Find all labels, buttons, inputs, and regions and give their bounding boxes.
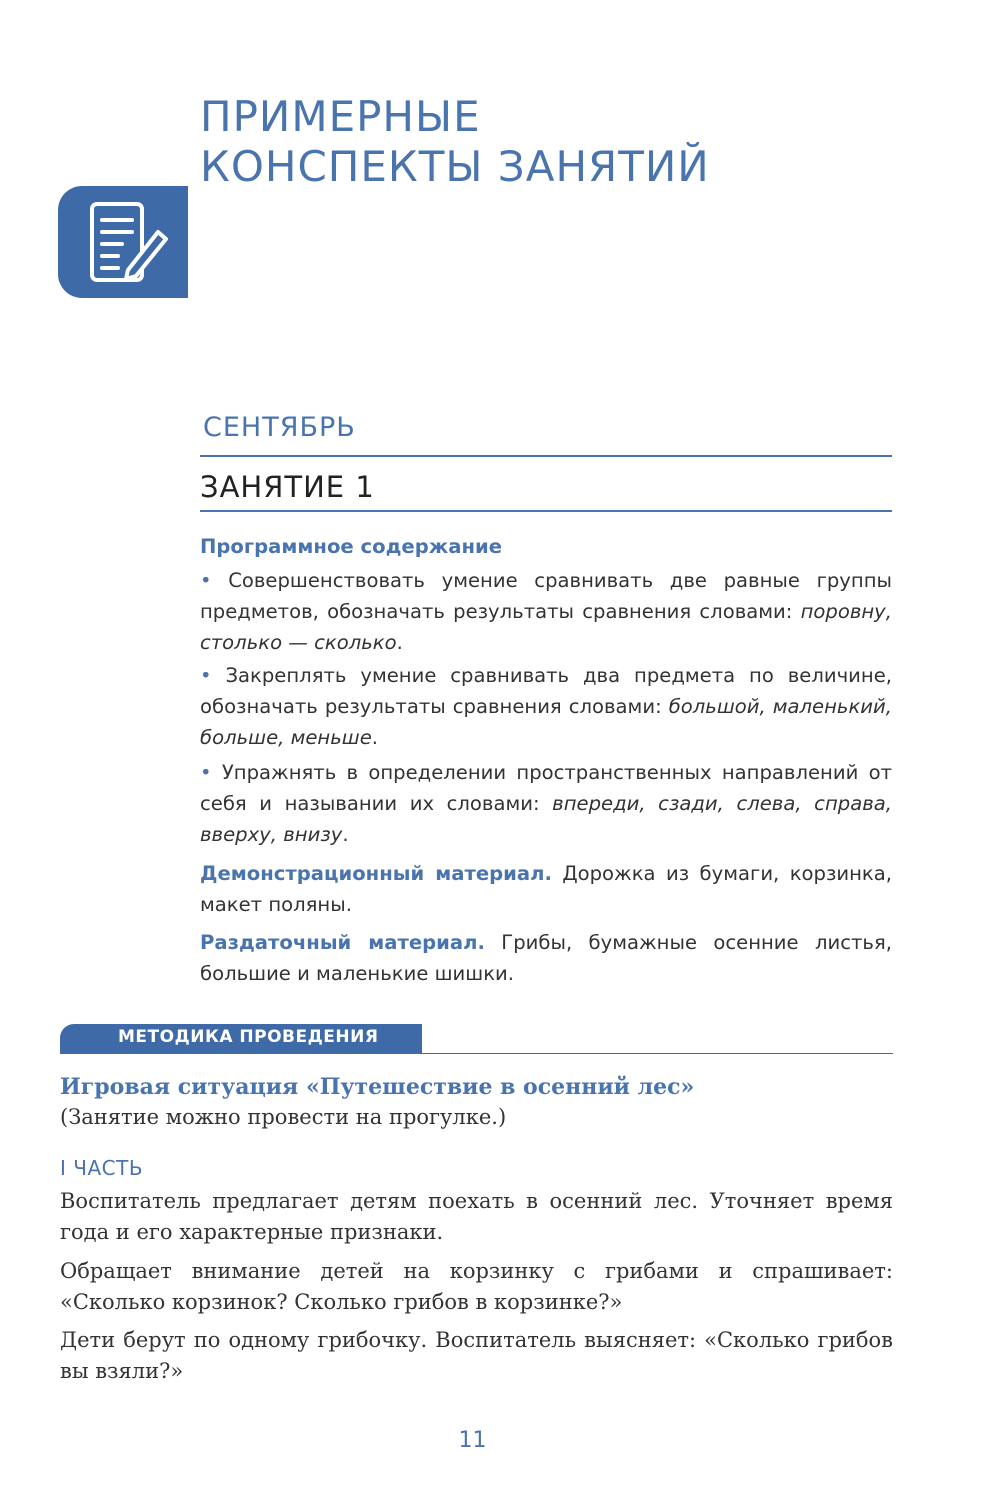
paragraph-1 (60, 1186, 893, 1248)
program-item-3 (200, 757, 892, 850)
paragraph-3 (60, 1325, 893, 1387)
program-item-2-text: Закреплять умение сравнивать два предмета по величине, обозначать результаты сравнения словами: (200, 664, 892, 718)
program-item-1 (200, 565, 892, 658)
handout-materials-text: Грибы, бумажные осенние листья, большие и маленькие шишки. (200, 931, 892, 985)
program-item-1-end: . (396, 631, 403, 654)
paragraph-2 (60, 1256, 893, 1318)
bullet-icon: • (200, 569, 212, 592)
lesson-divider (200, 510, 892, 512)
game-title: Игровая ситуация «Путешествие в осенний лес» (60, 1074, 695, 1100)
document-pencil-icon (58, 186, 188, 298)
program-item-1-text: Совершенствовать умение сравнивать две равные группы предметов, обозначать результаты сравнения словами: (200, 569, 892, 623)
program-heading: Программное содержание (200, 535, 503, 558)
demo-materials-label: Демонстрационный материал. (200, 862, 552, 885)
demo-materials (200, 858, 892, 920)
chapter-title (200, 92, 900, 192)
page-number: 11 (458, 1428, 487, 1453)
program-item-2 (200, 660, 892, 753)
program-item-3-terms: впереди, сзади, слева, справа, вверху, внизу (200, 792, 892, 846)
handout-materials (200, 927, 892, 989)
game-note: (Занятие можно провести на прогулке.) (60, 1105, 507, 1129)
paragraph-2-text: Обращает внимание детей на корзинку с грибами и спрашивает: «Сколько корзинок? Сколько грибов в корзинке?» (60, 1259, 893, 1314)
part-label: I ЧАСТЬ (60, 1156, 144, 1180)
bullet-icon: • (200, 761, 212, 784)
paragraph-1-text: Воспитатель предлагает детям поехать в осенний лес. Уточняет время года и его характерные признаки. (60, 1189, 893, 1244)
program-item-1-terms: поровну, столько — сколько (200, 600, 892, 654)
chapter-title-line-2: КОНСПЕКТЫ ЗАНЯТИЙ (200, 142, 710, 191)
paragraph-3-text: Дети берут по одному грибочку. Воспитатель выясняет: «Сколько грибов вы взяли?» (60, 1328, 893, 1383)
handout-materials-label: Раздаточный материал. (200, 931, 485, 954)
program-item-2-terms: большой, маленький, больше, меньше (200, 695, 892, 749)
program-item-3-end: . (342, 823, 349, 846)
program-item-2-end: . (371, 726, 378, 749)
method-divider (60, 1053, 893, 1054)
lesson-heading: ЗАНЯТИЕ 1 (200, 470, 375, 504)
month-heading: СЕНТЯБРЬ (203, 412, 356, 443)
program-item-3-text: Упражнять в определении пространственных направлений от себя и назывании их словами: (200, 761, 892, 815)
demo-materials-text: Дорожка из бумаги, корзинка, макет поляны. (200, 862, 892, 916)
month-divider (200, 455, 892, 457)
chapter-title-line-1: ПРИМЕРНЫЕ (200, 92, 481, 141)
method-label: МЕТОДИКА ПРОВЕДЕНИЯ (118, 1027, 379, 1047)
bullet-icon: • (200, 664, 212, 687)
